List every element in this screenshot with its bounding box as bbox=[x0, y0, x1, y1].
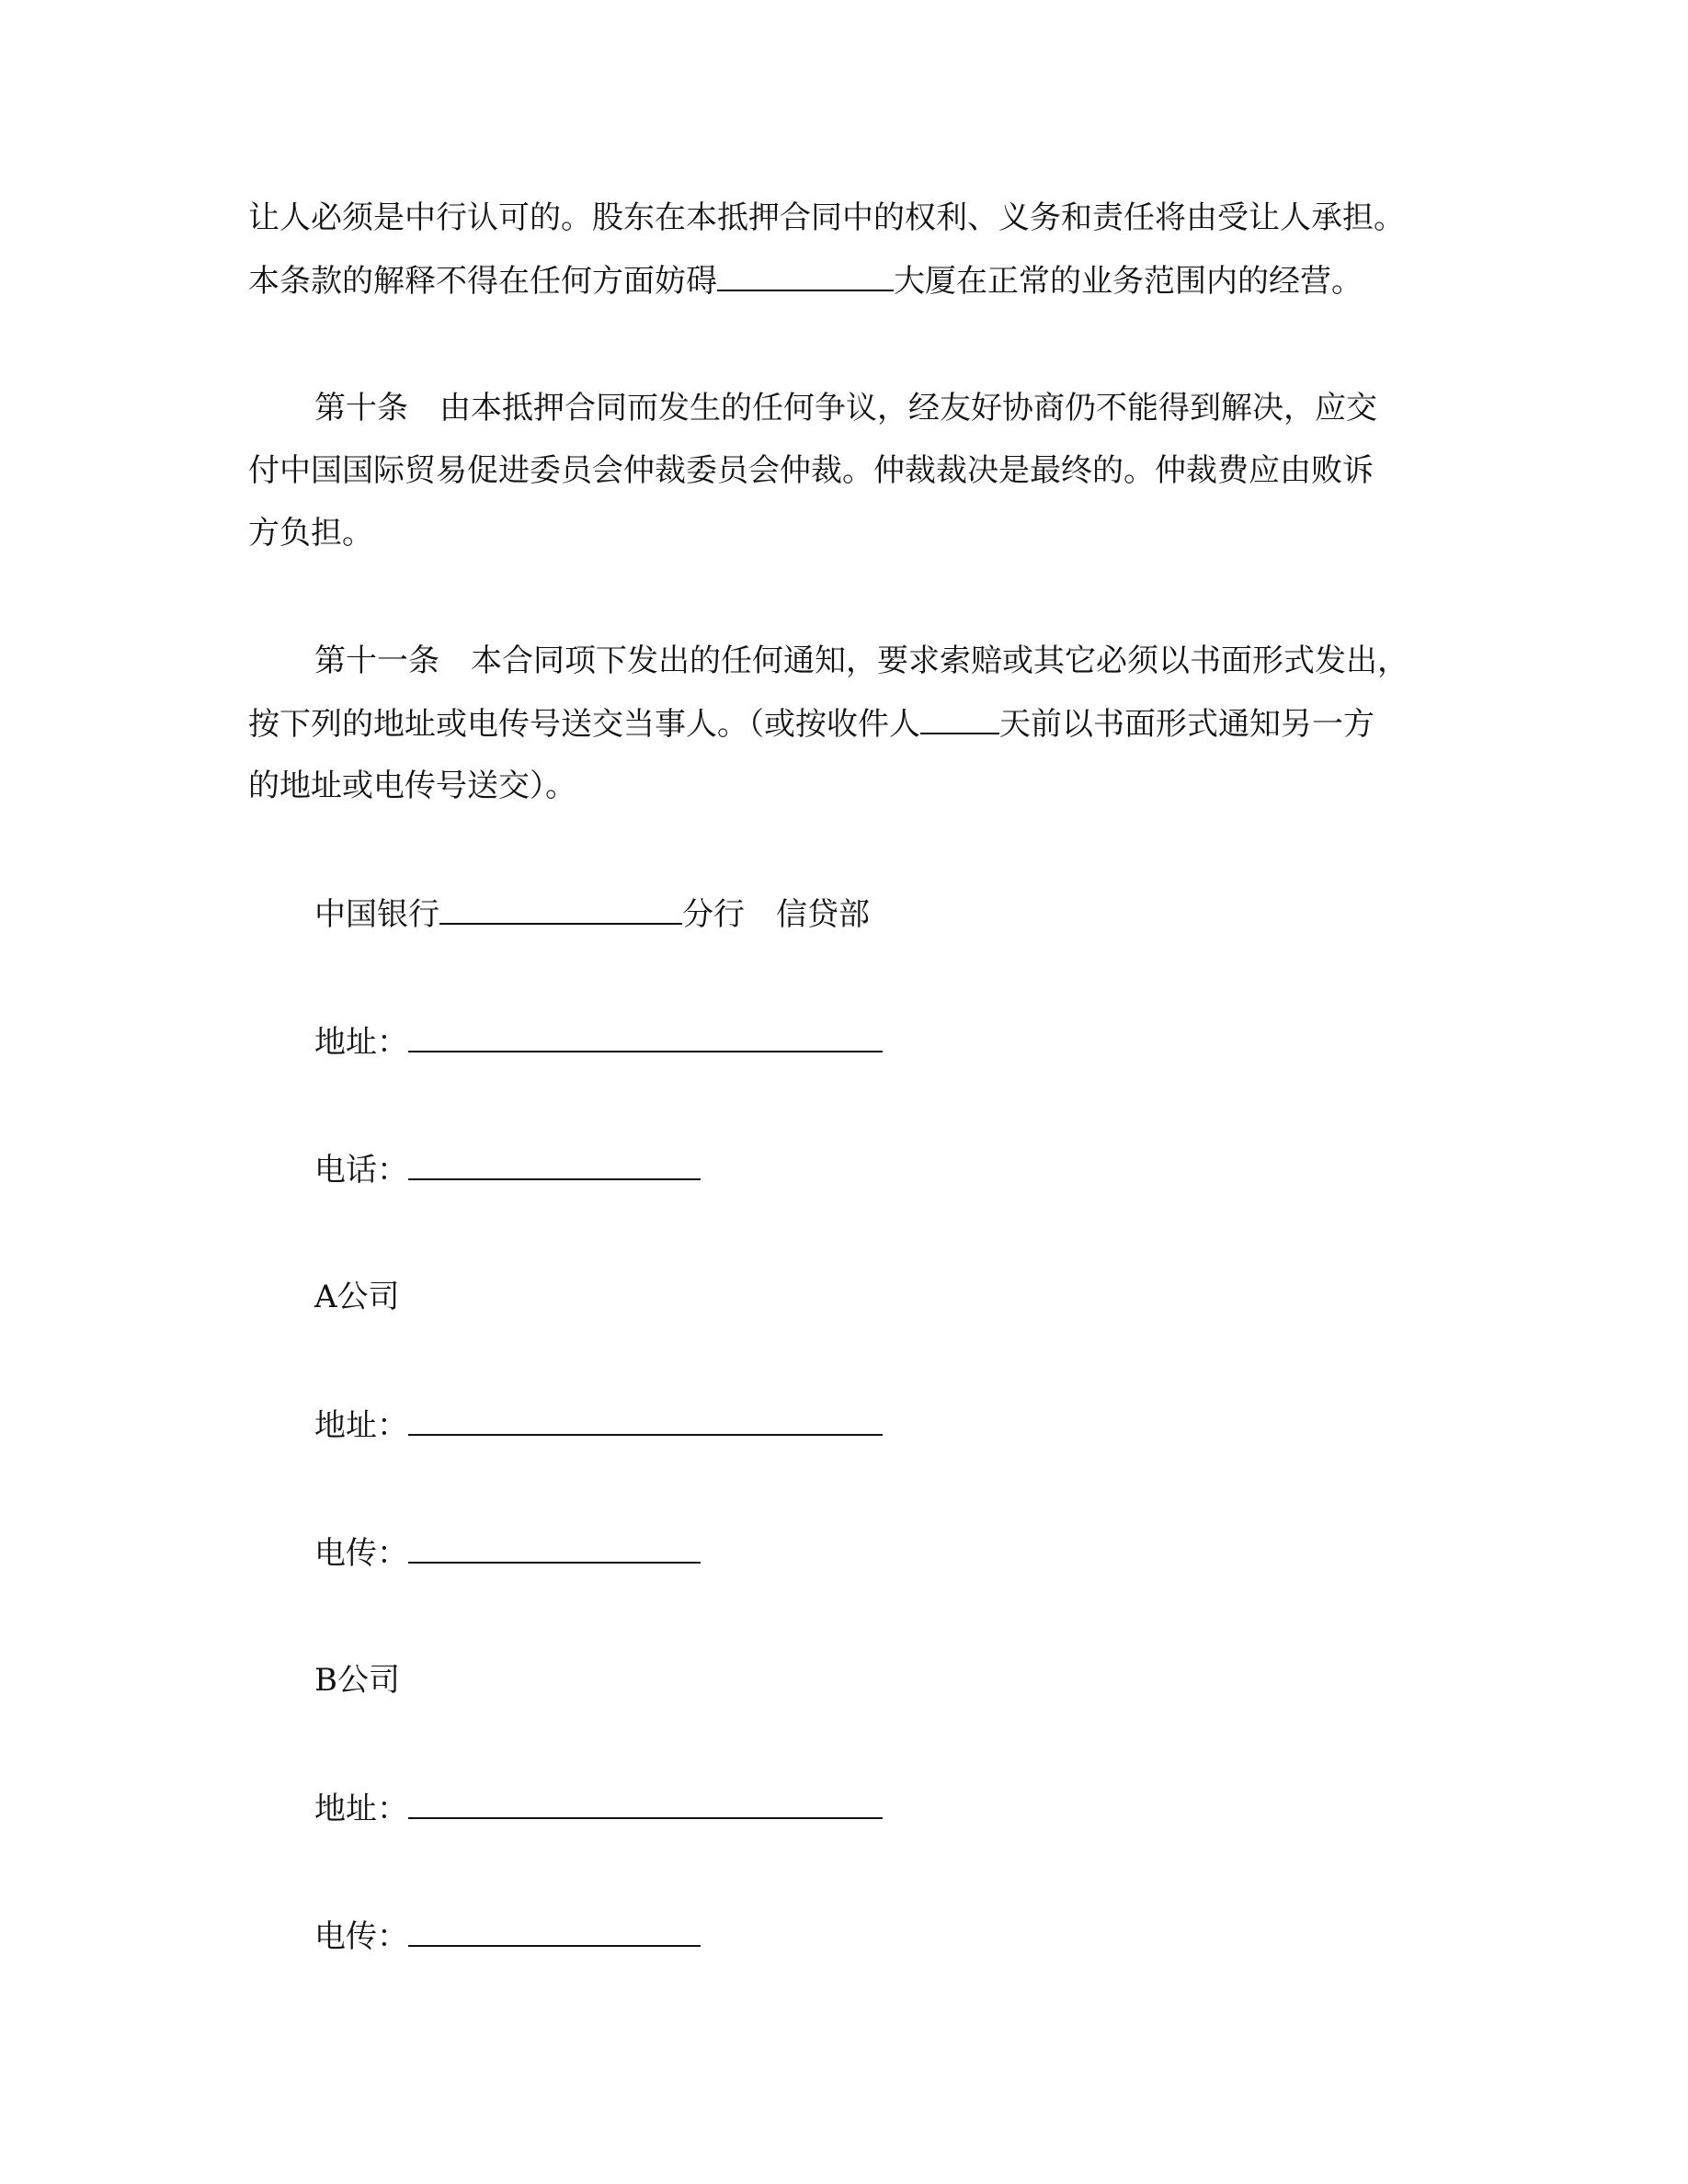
company-a-line bbox=[314, 1279, 400, 1315]
article-10-line bbox=[248, 452, 1374, 489]
text: 大厦在正常的业务范围内的经营。 bbox=[894, 263, 1363, 300]
company-b-telex-line bbox=[314, 1917, 701, 1955]
telex-blank bbox=[408, 1534, 701, 1564]
fill-in-blank bbox=[717, 262, 894, 291]
company-b-name: B公司 bbox=[314, 1662, 400, 1699]
text: 方负担。 bbox=[248, 515, 373, 552]
text: 付中国国际贸易促进委员会仲裁委员会仲裁。仲裁裁决是最终的。仲裁费应由败诉 bbox=[248, 452, 1374, 489]
company-b-address-line bbox=[314, 1790, 883, 1827]
address-label: 地址： bbox=[314, 1024, 408, 1061]
article-11-line bbox=[248, 705, 1374, 743]
article-11-line bbox=[248, 768, 576, 804]
company-a-address-line bbox=[314, 1406, 883, 1444]
text: 让人必须是中行认可的。股东在本抵押合同中的权利、义务和责任将由受让人承担。 bbox=[248, 199, 1405, 236]
paragraph-line bbox=[248, 262, 1363, 300]
text: 本合同项下发出的任何通知，要求索赔或其它必须以书面形式发出， bbox=[471, 643, 1409, 679]
text: 本条款的解释不得在任何方面妨碍 bbox=[248, 263, 717, 300]
paragraph-line bbox=[248, 199, 1405, 236]
address-blank bbox=[408, 1790, 883, 1819]
company-b-line bbox=[314, 1662, 400, 1699]
address-label: 地址： bbox=[314, 1791, 408, 1827]
bank-address-line bbox=[314, 1023, 883, 1061]
company-a-telex-line bbox=[314, 1534, 701, 1572]
company-a-name: A公司 bbox=[314, 1279, 400, 1315]
article-11-line bbox=[314, 643, 1409, 679]
branch-blank bbox=[439, 895, 682, 925]
fill-in-blank bbox=[920, 705, 999, 734]
bank-prefix: 中国银行 bbox=[314, 896, 439, 933]
address-label: 地址： bbox=[314, 1407, 408, 1444]
article-10-line bbox=[248, 515, 373, 552]
telex-label: 电传： bbox=[314, 1535, 408, 1572]
telex-label: 电传： bbox=[314, 1918, 408, 1955]
address-blank bbox=[408, 1406, 883, 1436]
bank-branch: 分行 bbox=[682, 896, 745, 933]
article-10-heading: 第十条 bbox=[314, 390, 408, 427]
text: 按下列的地址或电传号送交当事人。（或按收件人 bbox=[248, 706, 920, 743]
bank-name-line bbox=[314, 895, 870, 933]
text: 天前以书面形式通知另一方 bbox=[999, 706, 1374, 743]
text: 由本抵押合同而发生的任何争议，经友好协商仍不能得到解决，应交 bbox=[439, 390, 1377, 427]
bank-dept: 信贷部 bbox=[776, 896, 870, 933]
article-11-heading: 第十一条 bbox=[314, 643, 439, 679]
telex-blank bbox=[408, 1917, 701, 1947]
phone-blank bbox=[408, 1151, 701, 1180]
bank-phone-line bbox=[314, 1151, 701, 1189]
text: 的地址或电传号送交）。 bbox=[248, 768, 576, 804]
address-blank bbox=[408, 1023, 883, 1052]
article-10-line bbox=[314, 390, 1377, 427]
phone-label: 电话： bbox=[314, 1152, 408, 1189]
